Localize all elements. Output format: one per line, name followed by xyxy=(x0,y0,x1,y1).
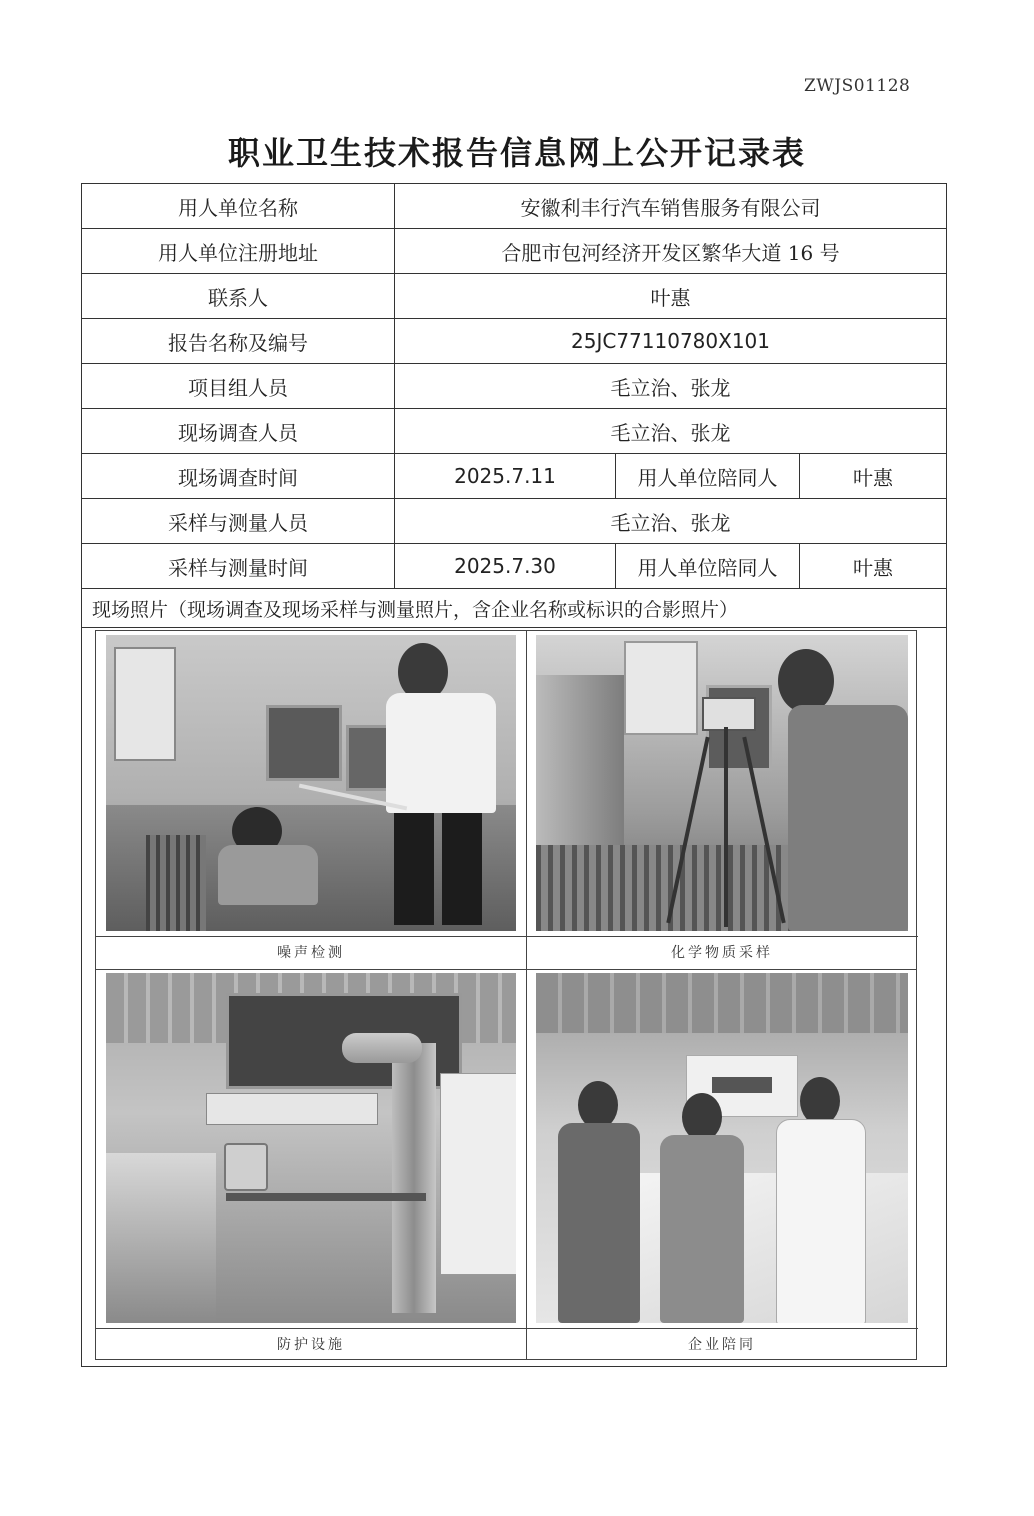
row-project-team xyxy=(82,364,947,409)
chemical-sampling-image xyxy=(536,635,908,931)
row-report xyxy=(82,319,947,364)
survey-companion-value: 叶惠 xyxy=(800,454,947,499)
contact-value: 叶惠 xyxy=(395,274,947,319)
photo-grid xyxy=(95,630,917,1360)
row-contact xyxy=(82,274,947,319)
survey-time-value: 2025.7.11 xyxy=(395,454,616,499)
employer-name-value: 安徽利丰行汽车销售服务有限公司 xyxy=(395,184,947,229)
employer-name-label: 用人单位名称 xyxy=(82,184,395,229)
survey-staff-value: 毛立治、张龙 xyxy=(395,409,947,454)
sampling-staff-label: 采样与测量人员 xyxy=(82,499,395,544)
row-survey-time xyxy=(82,454,947,499)
survey-companion-label: 用人单位陪同人 xyxy=(616,454,800,499)
project-team-label: 项目组人员 xyxy=(82,364,395,409)
sampling-companion-label: 用人单位陪同人 xyxy=(616,544,800,589)
photo-section-header: 现场照片（现场调查及现场采样与测量照片，含企业名称或标识的合影照片） xyxy=(82,589,947,628)
row-employer-name xyxy=(82,184,947,229)
report-number: 25JC77110780X101 xyxy=(395,319,947,364)
photo-caption: 防护设施 xyxy=(96,1328,526,1361)
row-employer-address xyxy=(82,229,947,274)
row-survey-staff xyxy=(82,409,947,454)
document-code: ZWJS01128 xyxy=(804,76,911,96)
contact-label: 联系人 xyxy=(82,274,395,319)
photo-caption: 企业陪同 xyxy=(526,1328,918,1361)
row-photo-header xyxy=(82,589,947,628)
photo-cell xyxy=(82,628,947,1367)
row-sampling-staff xyxy=(82,499,947,544)
photo-caption: 化学物质采样 xyxy=(526,936,918,969)
employer-address-label: 用人单位注册地址 xyxy=(82,229,395,274)
sampling-time-value: 2025.7.30 xyxy=(395,544,616,589)
sampling-staff-value: 毛立治、张龙 xyxy=(395,499,947,544)
survey-staff-label: 现场调查人员 xyxy=(82,409,395,454)
report-label: 报告名称及编号 xyxy=(82,319,395,364)
photo-company-companion xyxy=(526,969,918,1361)
row-photos xyxy=(82,628,947,1367)
noise-testing-image xyxy=(106,635,516,931)
photo-noise-testing xyxy=(96,631,526,969)
survey-time-label: 现场调查时间 xyxy=(82,454,395,499)
protective-facilities-image xyxy=(106,973,516,1323)
company-companion-image xyxy=(536,973,908,1323)
employer-address-value: 合肥市包河经济开发区繁华大道 16 号 xyxy=(395,229,947,274)
project-team-value: 毛立治、张龙 xyxy=(395,364,947,409)
record-table xyxy=(81,183,947,1367)
sampling-companion-value: 叶惠 xyxy=(800,544,947,589)
row-sampling-time xyxy=(82,544,947,589)
photo-chemical-sampling xyxy=(526,631,918,969)
photo-protective-facilities xyxy=(96,969,526,1361)
page-title: 职业卫生技术报告信息网上公开记录表 xyxy=(227,134,806,172)
photo-caption: 噪声检测 xyxy=(96,936,526,969)
sampling-time-label: 采样与测量时间 xyxy=(82,544,395,589)
